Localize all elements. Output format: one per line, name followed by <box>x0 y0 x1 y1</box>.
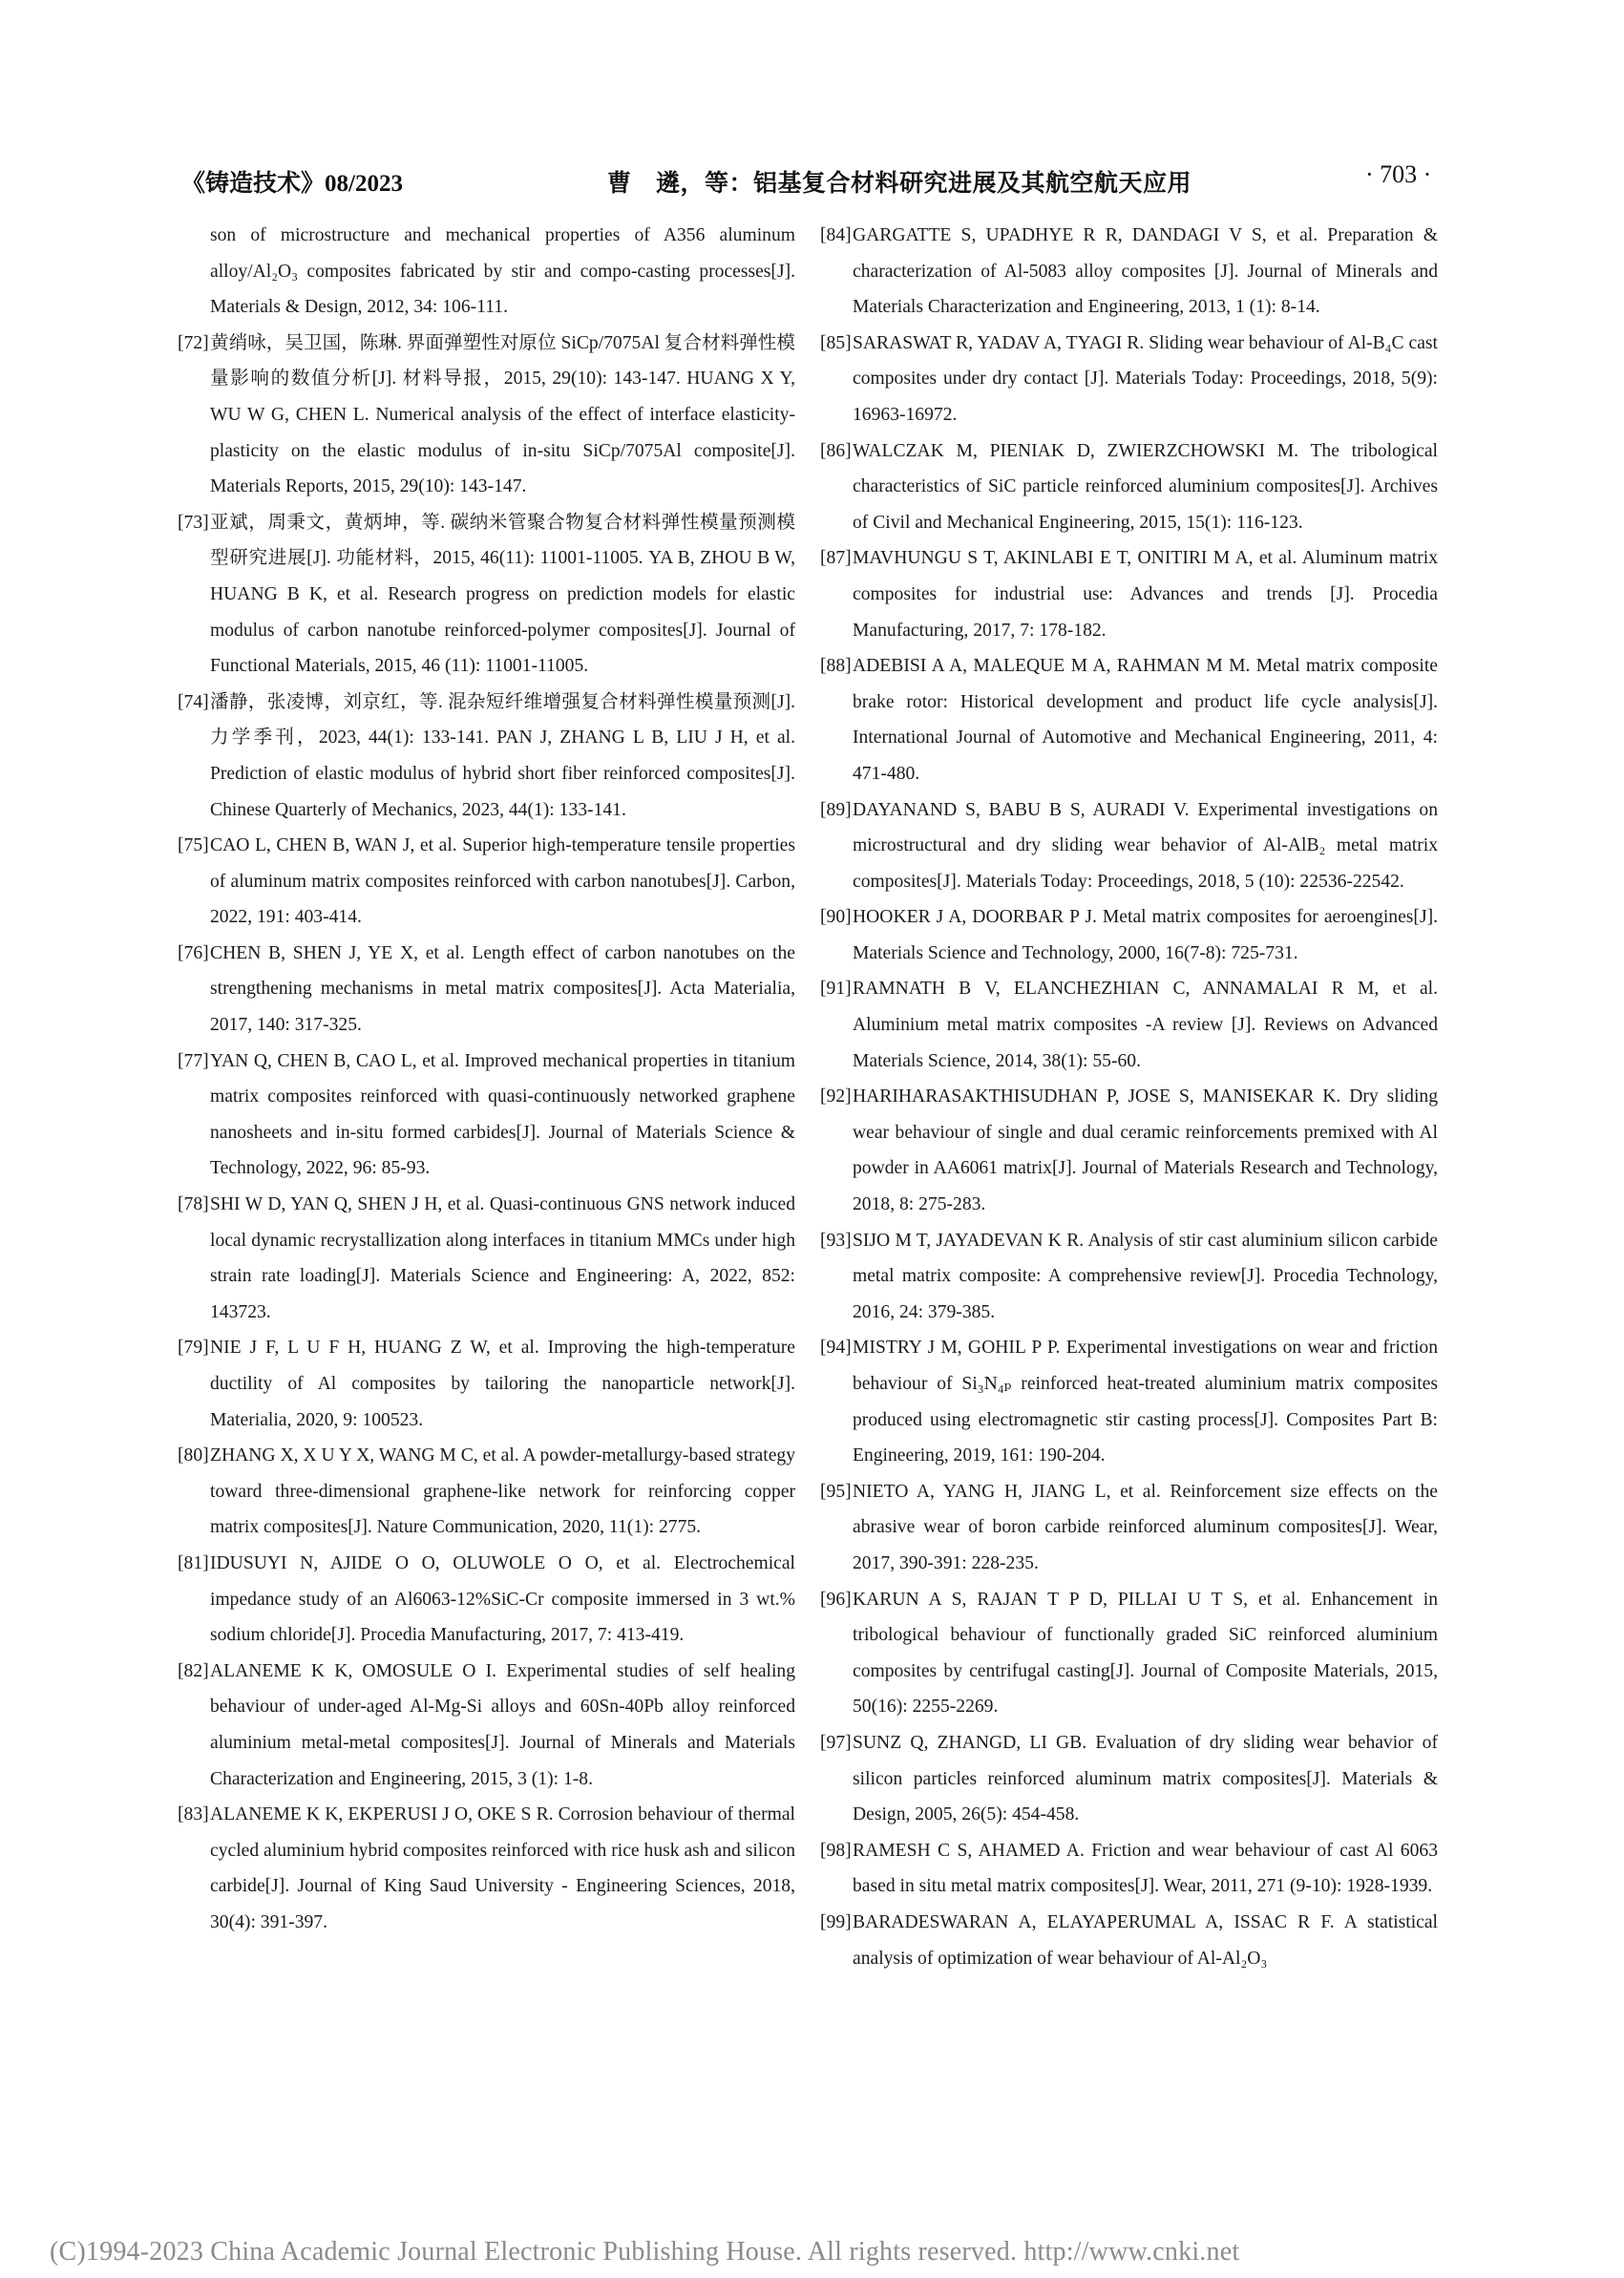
reference-text: BARADESWARAN A, ELAYAPERUMAL A, ISSAC R F. A statistical analysis of optimization of wear behaviour of Al-Al₂O₃ <box>853 1911 1438 1969</box>
reference-entry <box>820 1582 1438 1725</box>
page-number: · 703 · <box>1365 160 1432 188</box>
reference-entry <box>820 899 1438 971</box>
reference-entry <box>210 218 795 326</box>
reference-text: 黄绡咏，吴卫国，陈琳. 界面弹塑性对原位 SiCp/7075Al 复合材料弹性模量影响的数值分析[J]. 材料导报，2015, 29(10): 143-147. HUANG X Y, WU W G, CHEN L. Numerical analysis of the effect of interface elasticity-plasticity on the elastic modulus of in-situ SiCp/7075Al composite[J]. Materials Reports, 2015, 29(10): 143-147. <box>210 332 795 497</box>
reference-number: [81] <box>178 1552 209 1573</box>
reference-number: [99] <box>820 1911 852 1932</box>
reference-number: [89] <box>820 799 852 820</box>
reference-entry <box>820 971 1438 1079</box>
reference-entry <box>178 1654 795 1797</box>
reference-text: MISTRY J M, GOHIL P P. Experimental investigations on wear and friction behaviour of Si₃N₄ₚ reinforced heat-treated aluminium matrix composites produced using electromagnetic stir casting process[J]. Composites Part B: Engineering, 2019, 161: 190-204. <box>853 1338 1438 1466</box>
reference-entry <box>178 828 795 936</box>
reference-text: KARUN A S, RAJAN T P D, PILLAI U T S, et al. Enhancement in tribological behaviour of functionally graded SiC reinforced aluminium composites by centrifugal casting[J]. Journal of Composite Materials, 2015, 50(16): 2255-2269. <box>853 1589 1438 1718</box>
copyright-footer: (C)1994-2023 China Academic Journal Electronic Publishing House. All rights reserved. http://www.cnki.net <box>50 2237 1240 2267</box>
reference-number: [78] <box>178 1194 209 1215</box>
reference-entry <box>820 648 1438 791</box>
reference-number: [77] <box>178 1050 209 1071</box>
reference-text: son of microstructure and mechanical properties of A356 aluminum alloy/Al₂O₃ composites fabricated by stir and compo-casting processes[J]. Materials & Design, 2012, 34: 106-111. <box>210 225 795 318</box>
reference-number: [90] <box>820 907 852 928</box>
reference-number: [85] <box>820 332 852 353</box>
reference-number: [86] <box>820 440 852 461</box>
reference-text: SIJO M T, JAYADEVAN K R. Analysis of stir cast aluminium silicon carbide metal matrix composite: A comprehensive review[J]. Procedia Technology, 2016, 24: 379-385. <box>853 1230 1438 1322</box>
reference-number: [74] <box>178 691 209 712</box>
reference-text: SUNZ Q, ZHANGD, LI GB. Evaluation of dry sliding wear behavior of silicon particles reinforced aluminum matrix composites[J]. Materials & Design, 2005, 26(5): 454-458. <box>853 1732 1438 1825</box>
reference-number: [93] <box>820 1230 852 1251</box>
reference-text: YAN Q, CHEN B, CAO L, et al. Improved mechanical properties in titanium matrix composites reinforced with quasi-continuously networked graphene nanosheets and in-situ formed carbides[J]. Journal of Materials Science & Technology, 2022, 96: 85-93. <box>210 1050 795 1179</box>
reference-number: [88] <box>820 656 852 677</box>
reference-number: [92] <box>820 1086 852 1107</box>
reference-entry <box>820 1725 1438 1833</box>
reference-entry <box>820 218 1438 326</box>
reference-number: [76] <box>178 942 209 963</box>
reference-text: IDUSUYI N, AJIDE O O, OLUWOLE O O, et al. Electrochemical impedance study of an Al6063-12%SiC-Cr composite immersed in 3 wt.% sodium chloride[J]. Procedia Manufacturing, 2017, 7: 413-419. <box>210 1552 795 1646</box>
reference-text: NIETO A, YANG H, JIANG L, et al. Reinforcement size effects on the abrasive wear of boron carbide reinforced aluminum composites[J]. Wear, 2017, 390-391: 228-235. <box>853 1481 1438 1573</box>
reference-number: [94] <box>820 1338 852 1359</box>
reference-text: GARGATTE S, UPADHYE R R, DANDAGI V S, et al. Preparation & characterization of Al-5083 alloy composites [J]. Journal of Minerals and Materials Characterization and Engineering, 2013, 1 (1): 8-14. <box>853 225 1438 318</box>
reference-entry <box>178 936 795 1044</box>
reference-number: [91] <box>820 979 852 1000</box>
reference-entry <box>178 1330 795 1438</box>
reference-entry <box>178 1546 795 1654</box>
reference-text: CAO L, CHEN B, WAN J, et al. Superior high-temperature tensile properties of aluminum matrix composites reinforced with carbon nanotubes[J]. Carbon, 2022, 191: 403-414. <box>210 835 795 928</box>
reference-text: 潘静，张凌博，刘京红，等. 混杂短纤维增强复合材料弹性模量预测[J]. 力学季刊，2023, 44(1): 133-141. PAN J, ZHANG L B, LIU J H, et al. Prediction of elastic modulus of hybrid short fiber reinforced composites[J]. Chinese Quarterly of Mechanics, 2023, 44(1): 133-141. <box>210 691 795 820</box>
reference-number: [84] <box>820 225 852 245</box>
reference-text: RAMESH C S, AHAMED A. Friction and wear behaviour of cast Al 6063 based in situ metal matrix composites[J]. Wear, 2011, 271 (9-10): 1928-1939. <box>853 1840 1438 1897</box>
reference-entry <box>178 326 795 505</box>
reference-entry <box>820 433 1438 541</box>
reference-entry <box>820 1905 1438 1976</box>
reference-text: ALANEME K K, OMOSULE O I. Experimental studies of self healing behaviour of under-aged Al-Mg-Si alloys and 60Sn-40Pb alloy reinforced aluminium metal-metal composites[J]. Journal of Minerals and Materials Characterization and Engineering, 2015, 3 (1): 1-8. <box>210 1660 795 1789</box>
reference-number: [80] <box>178 1445 209 1466</box>
reference-text: ZHANG X, X U Y X, WANG M C, et al. A powder-metallurgy-based strategy toward three-dimensional graphene-like network for reinforcing copper matrix composites[J]. Nature Communication, 2020, 11(1): 2775. <box>210 1445 795 1538</box>
reference-number: [98] <box>820 1840 852 1861</box>
reference-text: CHEN B, SHEN J, YE X, et al. Length effect of carbon nanotubes on the strengthening mechanisms in metal matrix composites[J]. Acta Materialia, 2017, 140: 317-325. <box>210 942 795 1036</box>
reference-text: ALANEME K K, EKPERUSI J O, OKE S R. Corrosion behaviour of thermal cycled aluminium hybrid composites reinforced with rice husk ash and silicon carbide[J]. Journal of King Saud University - Engineering Sciences, 2018, 30(4): 391-397. <box>210 1804 795 1932</box>
reference-number: [75] <box>178 835 209 856</box>
reference-entry <box>178 1044 795 1187</box>
reference-entry <box>178 1438 795 1546</box>
reference-text: RAMNATH B V, ELANCHEZHIAN C, ANNAMALAI R M, et al. Aluminium metal matrix composites -A review [J]. Reviews on Advanced Materials Science, 2014, 38(1): 55-60. <box>853 979 1438 1071</box>
article-running-title: 曹 遴，等：铝基复合材料研究进展及其航空航天应用 <box>607 169 1192 197</box>
reference-number: [87] <box>820 548 852 569</box>
reference-text: DAYANAND S, BABU B S, AURADI V. Experimental investigations on microstructural and dry sliding wear behavior of Al-AlB₂ metal matrix composites[J]. Materials Today: Proceedings, 2018, 5 (10): 22536-22542. <box>853 799 1438 892</box>
reference-entry <box>178 685 795 828</box>
reference-number: [73] <box>178 512 209 533</box>
reference-number: [79] <box>178 1338 209 1359</box>
reference-number: [72] <box>178 332 209 353</box>
reference-number: [95] <box>820 1481 852 1502</box>
journal-header: 《铸造技术》08/2023 <box>181 171 403 197</box>
reference-text: HOOKER J A, DOORBAR P J. Metal matrix composites for aeroengines[J]. Materials Science and Technology, 2000, 16(7-8): 725-731. <box>853 907 1438 963</box>
reference-entry <box>178 505 795 685</box>
reference-entry <box>820 1223 1438 1331</box>
reference-entry <box>820 1474 1438 1582</box>
reference-number: [97] <box>820 1732 852 1753</box>
reference-column-left <box>178 218 795 1941</box>
reference-entry <box>820 1833 1438 1905</box>
reference-text: NIE J F, L U F H, HUANG Z W, et al. Improving the high-temperature ductility of Al composites by tailoring the nanoparticle network[J]. Materialia, 2020, 9: 100523. <box>210 1338 795 1430</box>
reference-text: SHI W D, YAN Q, SHEN J H, et al. Quasi-continuous GNS network induced local dynamic recrystallization along interfaces in titanium MMCs under high strain rate loading[J]. Materials Science and Engineering: A, 2022, 852: 143723. <box>210 1194 795 1322</box>
reference-entry <box>178 1187 795 1330</box>
reference-column-right <box>820 218 1438 1976</box>
reference-number: [83] <box>178 1804 209 1825</box>
reference-entry <box>820 326 1438 433</box>
reference-number: [82] <box>178 1660 209 1681</box>
reference-number: [96] <box>820 1589 852 1610</box>
reference-text: WALCZAK M, PIENIAK D, ZWIERZCHOWSKI M. The tribological characteristics of SiC particle reinforced aluminium composites[J]. Archives of Civil and Mechanical Engineering, 2015, 15(1): 116-123. <box>853 440 1438 533</box>
reference-text: ADEBISI A A, MALEQUE M A, RAHMAN M M. Metal matrix composite brake rotor: Historical development and product life cycle analysis[J]. International Journal of Automotive and Mechanical Engineering, 2011, 4: 471-480. <box>853 656 1438 784</box>
reference-entry <box>820 540 1438 648</box>
reference-entry <box>820 1079 1438 1222</box>
reference-text: MAVHUNGU S T, AKINLABI E T, ONITIRI M A, et al. Aluminum matrix composites for industrial use: Advances and trends [J]. Procedia Manufacturing, 2017, 7: 178-182. <box>853 548 1438 641</box>
reference-text: HARIHARASAKTHISUDHAN P, JOSE S, MANISEKAR K. Dry sliding wear behaviour of single and dual ceramic reinforcements premixed with Al powder in AA6061 matrix[J]. Journal of Materials Research and Technology, 2018, 8: 275-283. <box>853 1086 1438 1215</box>
reference-text: SARASWAT R, YADAV A, TYAGI R. Sliding wear behaviour of Al-B₄C cast composites under dry contact [J]. Materials Today: Proceedings, 2018, 5(9): 16963-16972. <box>853 332 1438 425</box>
reference-text: 亚斌，周秉文，黄炳坤，等. 碳纳米管聚合物复合材料弹性模量预测模型研究进展[J]. 功能材料，2015, 46(11): 11001-11005. YA B, ZHOU B W, HUANG B K, et al. Research progress on prediction models for elastic modulus of carbon nanotube reinforced-polymer composites[J]. Journal of Functional Materials, 2015, 46 (11): 11001-11005. <box>210 512 795 677</box>
reference-entry <box>178 1797 795 1940</box>
reference-entry <box>820 1330 1438 1473</box>
reference-entry <box>820 792 1438 900</box>
